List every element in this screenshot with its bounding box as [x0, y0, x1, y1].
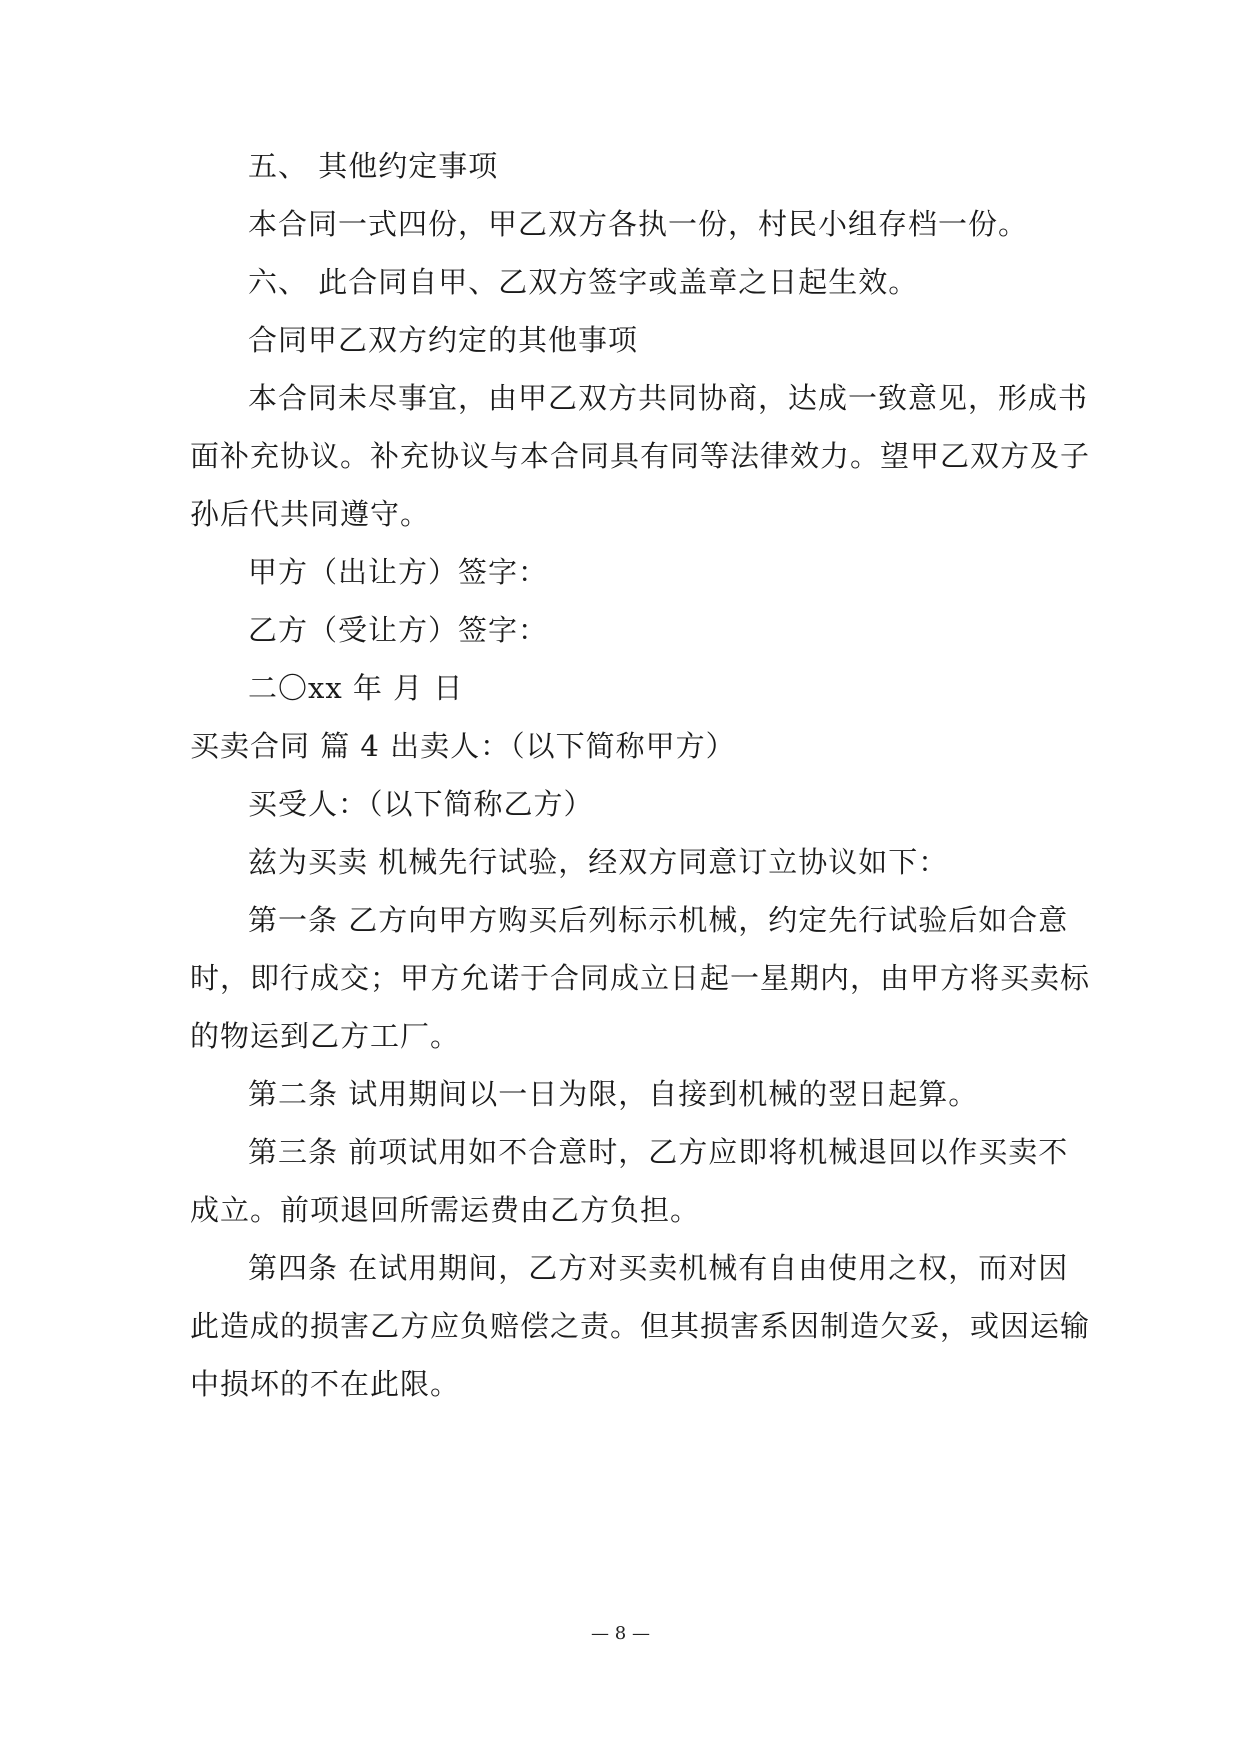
article-three-line2: 成立。前项退回所需运费由乙方负担。 [190, 1193, 701, 1227]
paragraph-supplement-line2: 面补充协议。补充协议与本合同具有同等法律效力。望甲乙双方及子 [190, 439, 1091, 473]
article-three-line1: 第三条 前项试用如不合意时，乙方应即将机械退回以作买卖不 [248, 1135, 1069, 1169]
party-a-signature-line: 甲方（出让方）签字： [248, 555, 549, 589]
section-five-heading: 五、 其他约定事项 [248, 149, 499, 183]
article-one-line1: 第一条 乙方向甲方购买后列标示机械，约定先行试验后如合意 [248, 903, 1069, 937]
buyer-line: 买受人：（以下简称乙方） [248, 787, 594, 821]
article-four-line2: 此造成的损害乙方应负赔偿之责。但其损害系因制造欠妥，或因运输 [190, 1309, 1091, 1343]
section-six-heading: 六、 此合同自甲、乙双方签字或盖章之日起生效。 [248, 265, 919, 299]
article-two: 第二条 试用期间以一日为限，自接到机械的翌日起算。 [248, 1077, 979, 1111]
paragraph-supplement-line3: 孙后代共同遵守。 [190, 497, 431, 531]
paragraph-copies: 本合同一式四份，甲乙双方各执一份，村民小组存档一份。 [248, 207, 1029, 241]
article-one-line3: 的物运到乙方工厂。 [190, 1019, 461, 1053]
paragraph-supplement-line1: 本合同未尽事宜，由甲乙双方共同协商，达成一致意见，形成书 [248, 381, 1089, 415]
page-number: — 8 — [591, 1623, 650, 1644]
party-b-signature-line: 乙方（受让方）签字： [248, 613, 549, 647]
other-matters-heading: 合同甲乙双方约定的其他事项 [248, 323, 639, 357]
contract-title-seller: 买卖合同 篇 4 出卖人：（以下简称甲方） [190, 729, 736, 763]
article-one-line2: 时，即行成交；甲方允诺于合同成立日起一星期内，由甲方将买卖标 [190, 961, 1091, 995]
article-four-line3: 中损坏的不在此限。 [190, 1367, 461, 1401]
preamble-line: 兹为买卖 机械先行试验，经双方同意订立协议如下： [248, 845, 949, 879]
article-four-line1: 第四条 在试用期间，乙方对买卖机械有自由使用之权，而对因 [248, 1251, 1069, 1285]
date-line: 二〇xx 年 月 日 [248, 671, 464, 705]
